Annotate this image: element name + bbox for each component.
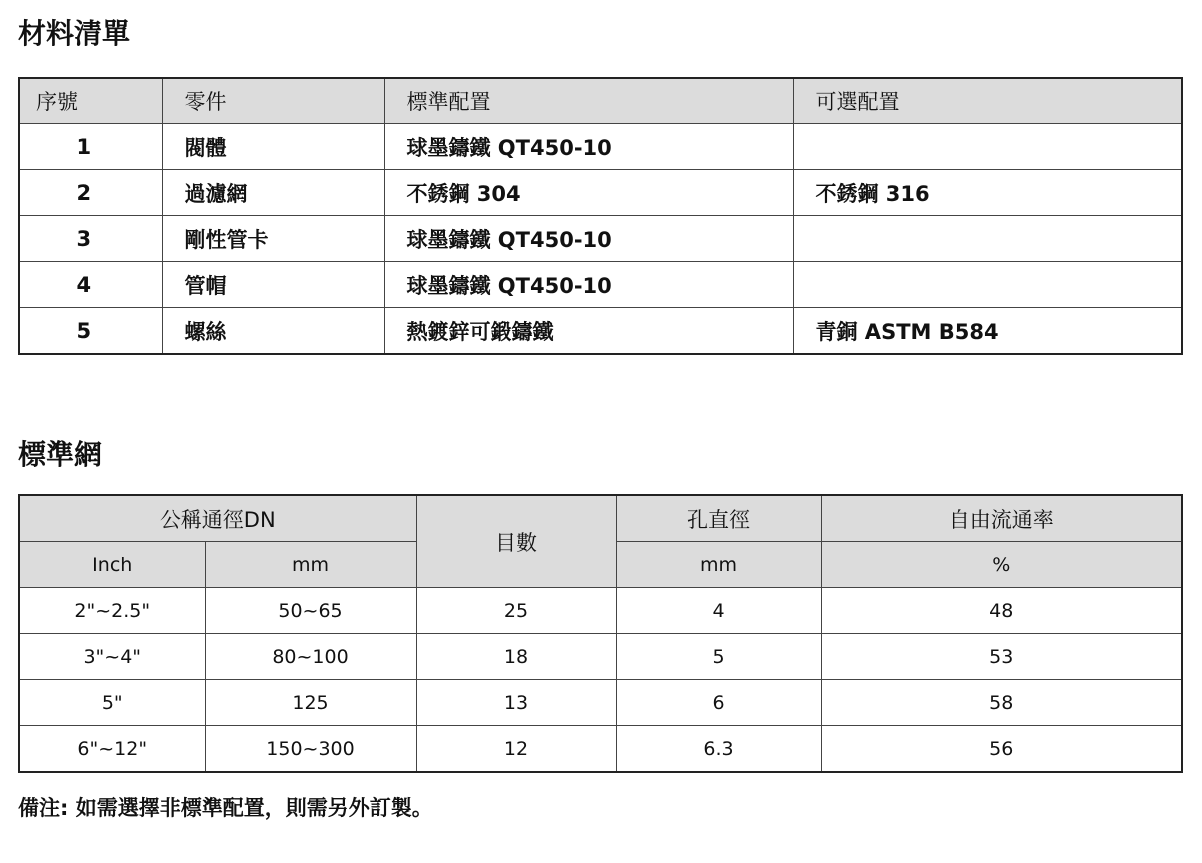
screen-flow: 58 <box>821 680 1182 726</box>
screen-sub-mm: mm <box>205 542 416 588</box>
screen-mesh: 13 <box>416 680 616 726</box>
screen-header-row <box>19 495 1182 542</box>
table-row <box>19 634 1182 680</box>
bom-header-optional: 可選配置 <box>793 78 1182 124</box>
screen-hole: 5 <box>616 634 821 680</box>
bom-optional: 不銹鋼 316 <box>793 170 1182 216</box>
bom-table <box>18 77 1183 355</box>
table-row <box>19 216 1182 262</box>
screen-header-mesh: 目數 <box>416 495 616 588</box>
bom-optional <box>793 124 1182 170</box>
bom-standard: 球墨鑄鐵 QT450-10 <box>384 262 793 308</box>
bom-no: 2 <box>19 170 162 216</box>
table-row <box>19 588 1182 634</box>
bom-title: 材料清單 <box>18 17 131 50</box>
bom-optional: 青銅 ASTM B584 <box>793 308 1182 355</box>
screen-flow: 53 <box>821 634 1182 680</box>
screen-mesh: 12 <box>416 726 616 773</box>
screen-inch: 5" <box>19 680 205 726</box>
screen-sub-hole-unit: mm <box>616 542 821 588</box>
screen-flow: 48 <box>821 588 1182 634</box>
bom-standard: 熱鍍鋅可鍛鑄鐵 <box>384 308 793 355</box>
bom-part: 管帽 <box>162 262 384 308</box>
bom-standard: 不銹鋼 304 <box>384 170 793 216</box>
bom-part: 閥體 <box>162 124 384 170</box>
bom-no: 5 <box>19 308 162 355</box>
screen-title: 標準網 <box>18 438 103 471</box>
screen-hole: 6.3 <box>616 726 821 773</box>
screen-flow: 56 <box>821 726 1182 773</box>
bom-standard: 球墨鑄鐵 QT450-10 <box>384 216 793 262</box>
bom-no: 3 <box>19 216 162 262</box>
table-row <box>19 726 1182 773</box>
bom-standard: 球墨鑄鐵 QT450-10 <box>384 124 793 170</box>
bom-optional <box>793 262 1182 308</box>
screen-mesh: 25 <box>416 588 616 634</box>
bom-header-part: 零件 <box>162 78 384 124</box>
footnote: 備注: 如需選擇非標準配置，則需另外訂製。 <box>18 796 433 820</box>
screen-table <box>18 494 1183 773</box>
screen-mm: 50~65 <box>205 588 416 634</box>
bom-header-row <box>19 78 1182 124</box>
bom-no: 1 <box>19 124 162 170</box>
table-row <box>19 680 1182 726</box>
screen-header-hole: 孔直徑 <box>616 495 821 542</box>
bom-no: 4 <box>19 262 162 308</box>
screen-inch: 6"~12" <box>19 726 205 773</box>
bom-optional <box>793 216 1182 262</box>
screen-mm: 125 <box>205 680 416 726</box>
screen-mm: 80~100 <box>205 634 416 680</box>
screen-sub-flow-unit: % <box>821 542 1182 588</box>
bom-part: 螺絲 <box>162 308 384 355</box>
screen-header-dn: 公稱通徑DN <box>19 495 416 542</box>
screen-mm: 150~300 <box>205 726 416 773</box>
screen-hole: 4 <box>616 588 821 634</box>
screen-hole: 6 <box>616 680 821 726</box>
bom-part: 剛性管卡 <box>162 216 384 262</box>
bom-header-standard: 標準配置 <box>384 78 793 124</box>
bom-part: 過濾網 <box>162 170 384 216</box>
screen-sub-inch: Inch <box>19 542 205 588</box>
bom-header-no: 序號 <box>19 78 162 124</box>
table-row <box>19 308 1182 355</box>
table-row <box>19 262 1182 308</box>
table-row <box>19 170 1182 216</box>
screen-inch: 3"~4" <box>19 634 205 680</box>
table-row <box>19 124 1182 170</box>
screen-mesh: 18 <box>416 634 616 680</box>
screen-header-flow: 自由流通率 <box>821 495 1182 542</box>
screen-inch: 2"~2.5" <box>19 588 205 634</box>
